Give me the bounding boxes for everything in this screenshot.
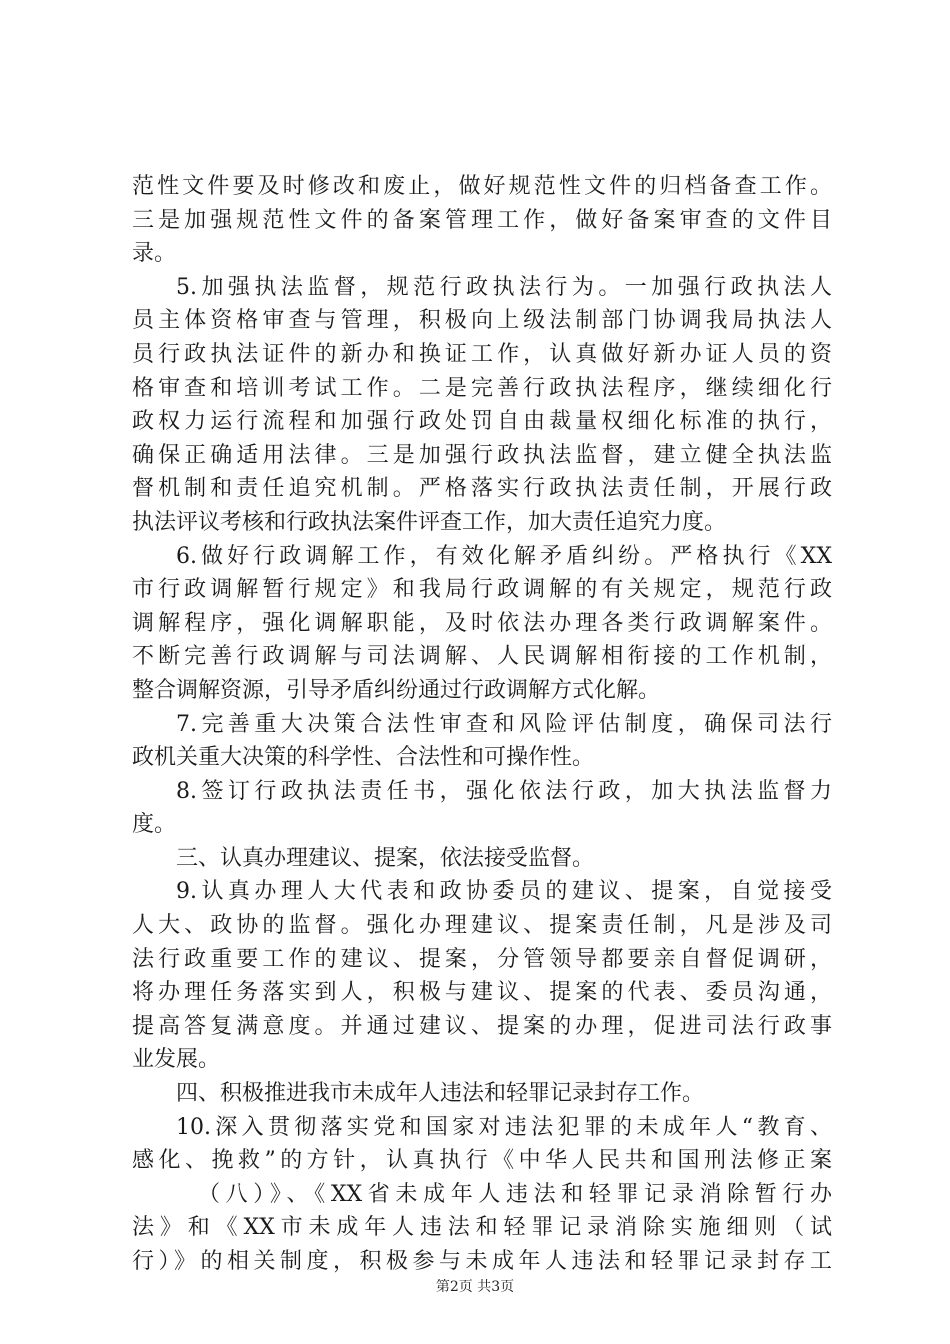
text-line: 录。 <box>132 241 177 267</box>
text-line: 不断完善行政调解与司法调解、人民调解相衔接的工作机制， <box>132 644 832 670</box>
text-line: 行）》的相关制度，积极参与未成年人违法和轻罪记录封存工 <box>132 1249 832 1274</box>
text-line: 提高答复满意度。并通过建议、提案的办理，促进司法行政事 <box>132 1013 832 1039</box>
text-line: 将办理任务落实到人，积极与建议、提案的代表、委员沟通， <box>132 980 832 1006</box>
text-line: 确保正确适用法律。三是加强行政执法监督，建立健全执法监 <box>132 442 832 468</box>
text-line: 员行政执法证件的新办和换证工作，认真做好新办证人员的资 <box>132 341 832 367</box>
text-line: 督机制和责任追究机制。严格落实行政执法责任制，开展行政 <box>132 476 832 502</box>
section-4-heading: 四、积极推进我市未成年人违法和轻罪记录封存工作。 <box>176 1081 705 1107</box>
paragraph-9-heading: 9.认真办理人大代表和政协委员的建议、提案，自觉接受 <box>176 879 832 905</box>
document-body <box>132 170 832 1279</box>
text-line: 人大、政协的监督。强化办理建议、提案责任制，凡是涉及司 <box>132 913 832 939</box>
text-line: 范性文件要及时修改和废止，做好规范性文件的归档备查工作。 <box>132 174 832 199</box>
text-line: 感化、挽救”的方针，认真执行《中华人民共和国刑法修正案 <box>132 1148 832 1174</box>
paragraph-10-heading: 10.深入贯彻落实党和国家对违法犯罪的未成年人“教育、 <box>176 1114 832 1140</box>
text-line: 整合调解资源，引导矛盾纠纷通过行政调解方式化解。 <box>132 677 661 703</box>
text-line: 格审查和培训考试工作。二是完善行政执法程序，继续细化行 <box>132 375 832 401</box>
paragraph-8-heading: 8.签订行政执法责任书，强化依法行政，加大执法监督力 <box>176 778 832 804</box>
text-line: 执法评议考核和行政执法案件评查工作，加大责任追究力度。 <box>132 509 727 535</box>
text-line: 调解程序，强化调解职能，及时依法办理各类行政调解案件。 <box>132 610 832 636</box>
paragraph-5-heading: 5.加强执法监督，规范行政执法行为。一加强行政执法人 <box>176 274 832 300</box>
page-number-footer: 第2页 共3页 <box>435 1279 515 1295</box>
paragraph-6-heading: 6.做好行政调解工作，有效化解矛盾纠纷。严格执行《XX <box>176 543 832 569</box>
text-line: 法行政重要工作的建议、提案，分管领导都要亲自督促调研， <box>132 946 832 972</box>
text-line: 员主体资格审查与管理，积极向上级法制部门协调我局执法人 <box>132 308 832 334</box>
paragraph-7-heading: 7.完善重大决策合法性审查和风险评估制度，确保司法行 <box>176 711 832 737</box>
text-line: （八）》、《XX省未成年人违法和轻罪记录消除暂行办 <box>198 1181 832 1207</box>
text-line: 政机关重大决策的科学性、合法性和可操作性。 <box>132 745 595 771</box>
text-line: 法》和《XX市未成年人违法和轻罪记录消除实施细则（试 <box>132 1215 832 1241</box>
text-line: 度。 <box>132 812 177 838</box>
text-line: 业发展。 <box>132 1047 221 1073</box>
section-3-heading: 三、认真办理建议、提案，依法接受监督。 <box>176 845 595 871</box>
text-line: 三是加强规范性文件的备案管理工作，做好备案审查的文件目 <box>132 207 832 233</box>
text-line: 市行政调解暂行规定》和我局行政调解的有关规定，规范行政 <box>132 577 832 603</box>
text-line: 政权力运行流程和加强行政处罚自由裁量权细化标准的执行， <box>132 409 832 435</box>
